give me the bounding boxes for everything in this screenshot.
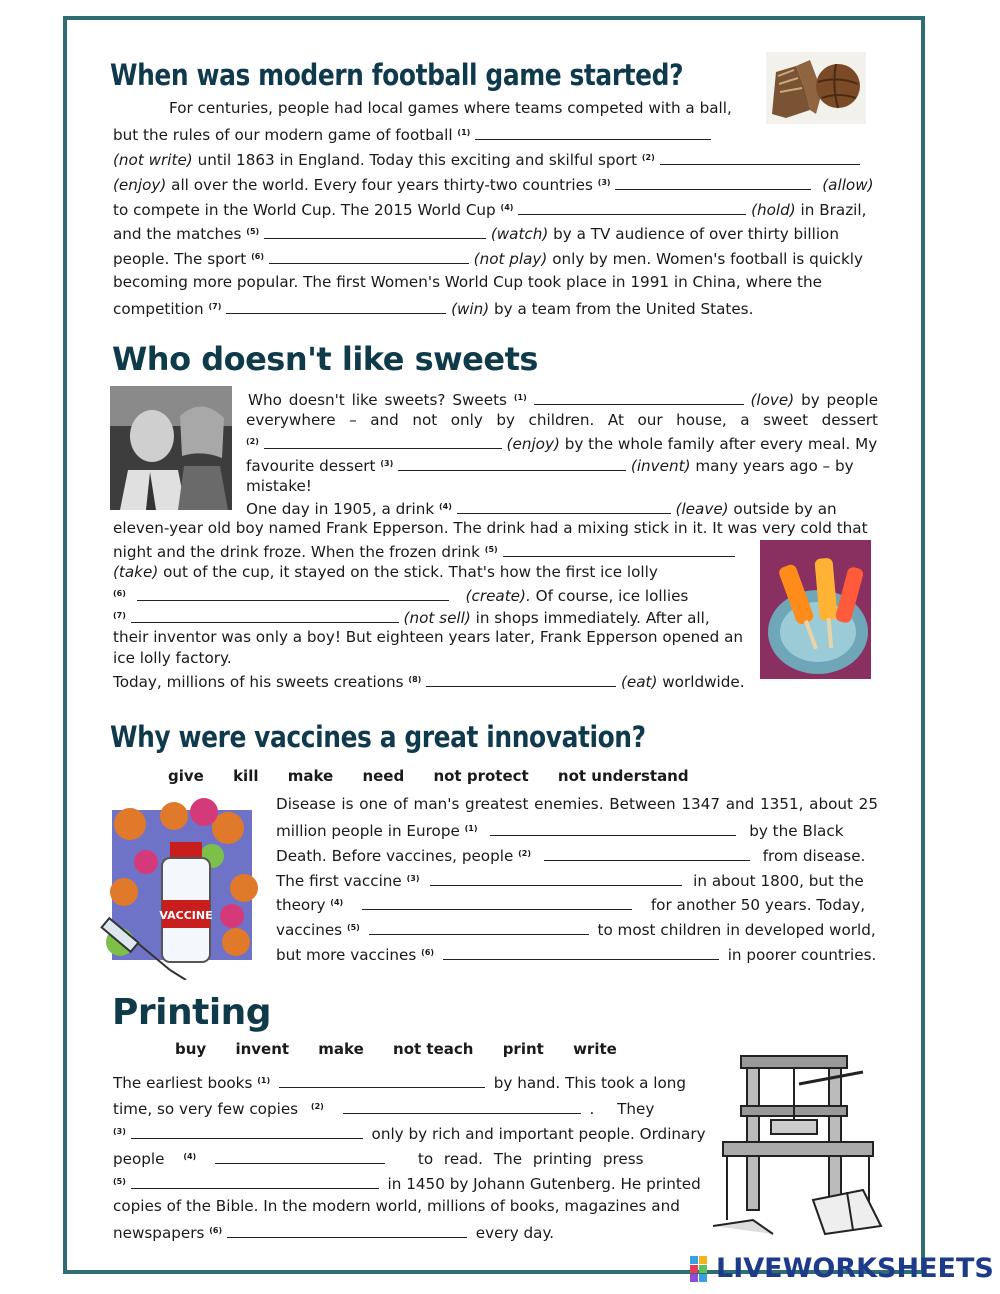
vaccine-bottle-icon <box>100 792 262 980</box>
vaccines-word-6: not understand <box>557 767 689 785</box>
football-line-5: to compete in the World Cup. The 2015 World Cup $^{(4)}$ (hold) in Brazil, <box>113 201 867 219</box>
printing-word-6: write <box>573 1040 617 1058</box>
sweets-line-7: eleven-year old boy named Frank Epperson. The drink had a mixing stick in it. It was very cold that <box>113 519 868 537</box>
sweets-line-11: $^{(7)}$ (not sell) in shops immediately. After all, <box>113 609 710 627</box>
answer-blank-football-3[interactable] <box>615 176 811 190</box>
printing-word-bank <box>175 1040 641 1058</box>
answer-blank-football-6[interactable] <box>269 250 469 264</box>
vaccines-line-1: Disease is one of man's greatest enemies. Between 1347 and 1351, about 25 <box>276 795 878 813</box>
answer-blank-sweets-5[interactable] <box>503 543 735 557</box>
vaccine-illustration <box>100 792 262 980</box>
answer-blank-football-7[interactable] <box>226 300 446 314</box>
sweets-line-13: ice lolly factory. <box>113 649 232 667</box>
bottle-label: VACCINE <box>159 909 213 922</box>
vaccines-line-6: vaccines $^{(5)}$ to most children in developed world, <box>276 921 876 939</box>
answer-blank-football-5[interactable] <box>264 225 486 239</box>
sweets-line-2: everywhere – and not only by children. At our house, a sweet dessert <box>246 411 878 429</box>
vaccines-title: Why were vaccines a great innovation? <box>110 720 646 754</box>
football-line-1: For centuries, people had local games where teams competed with a ball, <box>169 99 732 117</box>
football-photo <box>766 52 866 124</box>
printing-word-1: buy <box>175 1040 207 1058</box>
sweets-line-9: (take) out of the cup, it stayed on the stick. That's how the first ice lolly <box>113 563 658 581</box>
printing-line-7: newspapers $^{(6)}$ every day. <box>113 1224 555 1242</box>
sweets-title: Who doesn't like sweets <box>112 340 538 378</box>
answer-blank-sweets-1[interactable] <box>534 391 744 405</box>
ice-lolly-icon <box>760 540 871 679</box>
answer-blank-printing-3[interactable] <box>131 1125 363 1139</box>
printing-line-3: $^{(3)}$ only by rich and important people. Ordinary <box>113 1125 706 1143</box>
football-line-6: and the matches $^{(5)}$ (watch) by a TV audience of over thirty billion <box>113 225 839 243</box>
vaccines-line-5: theory $^{(4)}$ for another 50 years. Today, <box>276 896 866 914</box>
sweets-line-6: One day in 1905, a drink $^{(4)}$ (leave) outside by an <box>246 500 837 518</box>
printing-press-icon <box>713 1050 889 1238</box>
answer-blank-printing-6[interactable] <box>227 1224 467 1238</box>
answer-blank-vaccines-1[interactable] <box>490 822 736 836</box>
answer-blank-football-2[interactable] <box>660 151 860 165</box>
sweets-line-4: favourite dessert $^{(3)}$ (invent) many years ago – by <box>246 457 854 475</box>
vaccines-word-4: need <box>362 767 405 785</box>
answer-blank-sweets-8[interactable] <box>426 673 616 687</box>
answer-blank-sweets-7[interactable] <box>131 609 399 623</box>
answer-blank-vaccines-4[interactable] <box>362 896 632 910</box>
printing-line-2: time, so very few copies $^{(2)}$ . They <box>113 1100 655 1118</box>
answer-blank-sweets-2[interactable] <box>264 435 502 449</box>
answer-blank-printing-1[interactable] <box>279 1074 485 1088</box>
vaccines-word-bank <box>168 767 713 785</box>
sweets-line-12: their inventor was only a boy! But eighteen years later, Frank Epperson opened an <box>113 628 744 646</box>
sweets-line-1: Who doesn't like sweets? Sweets $^{(1)}$ (love) by people <box>248 391 879 409</box>
answer-blank-vaccines-5[interactable] <box>369 921 589 935</box>
printing-word-4: not teach <box>393 1040 474 1058</box>
football-line-9: competition $^{(7)}$ (win) by a team from the United States. <box>113 300 754 318</box>
answer-blank-vaccines-6[interactable] <box>443 946 719 960</box>
vaccines-word-5: not protect <box>433 767 529 785</box>
vaccines-word-1: give <box>168 767 204 785</box>
answer-blank-sweets-6[interactable] <box>137 587 449 601</box>
grandfather-child-photo <box>110 386 232 510</box>
football-line-3: (not write) until 1863 in England. Today this exciting and skilful sport $^{(2)}$ <box>113 148 860 170</box>
printing-word-5: print <box>502 1040 544 1058</box>
sweets-photo-icon <box>110 386 232 510</box>
printing-line-6: copies of the Bible. In the modern world, millions of books, magazines and <box>113 1197 680 1215</box>
sweets-line-10: $^{(6)}$ (create). Of course, ice lollies <box>113 587 689 605</box>
boot-and-ball-icon <box>766 52 866 124</box>
football-line-2: but the rules of our modern game of football $^{(1)}$ <box>113 123 711 145</box>
vaccines-word-3: make <box>287 767 334 785</box>
vaccines-word-2: kill <box>233 767 259 785</box>
vaccines-line-7: but more vaccines $^{(6)}$ in poorer countries. <box>276 946 877 964</box>
vaccines-line-3: Death. Before vaccines, people $^{(2)}$ from disease. <box>276 847 866 865</box>
football-line-4: (enjoy) all over the world. Every four years thirty-two countries $^{(3)}$ (allow) <box>113 176 874 194</box>
printing-line-4: people $^{(4)}$ to read. The printing press <box>113 1150 644 1168</box>
sweets-line-5: mistake! <box>246 477 312 495</box>
answer-blank-printing-2[interactable] <box>343 1100 581 1114</box>
answer-blank-sweets-4[interactable] <box>457 500 671 514</box>
sweets-line-3: $^{(2)}$ (enjoy) by the whole family after every meal. My <box>246 435 878 453</box>
printing-word-2: invent <box>235 1040 290 1058</box>
printing-press-illustration <box>713 1050 889 1238</box>
answer-blank-football-4[interactable] <box>518 201 746 215</box>
vaccines-line-2: million people in Europe $^{(1)}$ by the Black <box>276 822 844 840</box>
answer-blank-printing-5[interactable] <box>131 1175 379 1189</box>
sweets-line-14: Today, millions of his sweets creations $^{(8)}$ (eat) worldwide. <box>113 673 745 691</box>
printing-title: Printing <box>112 992 272 1033</box>
printing-word-3: make <box>318 1040 364 1058</box>
football-line-7: people. The sport $^{(6)}$ (not play) only by men. Women's football is quickly <box>113 250 864 268</box>
answer-blank-sweets-3[interactable] <box>398 457 626 471</box>
football-title: When was modern football game started? <box>110 58 684 92</box>
answer-blank-vaccines-3[interactable] <box>430 872 682 886</box>
vaccines-line-4: The first vaccine $^{(3)}$ in about 1800, but the <box>276 872 864 890</box>
answer-blank-printing-4[interactable] <box>215 1150 385 1164</box>
football-line-8: becoming more popular. The first Women's World Cup took place in 1991 in China, where the <box>113 273 822 291</box>
printing-line-5: $^{(5)}$ in 1450 by Johann Gutenberg. He printed <box>113 1175 701 1193</box>
sweets-line-8: night and the drink froze. When the frozen drink $^{(5)}$ <box>113 540 735 562</box>
liveworksheets-logo <box>690 1253 994 1284</box>
answer-blank-vaccines-2[interactable] <box>544 847 750 861</box>
printing-line-1: The earliest books $^{(1)}$ by hand. This took a long <box>113 1074 687 1092</box>
ice-lolly-photo <box>760 540 871 679</box>
liveworksheets-logo-icon <box>690 1256 716 1282</box>
liveworksheets-brand: LIVEWORKSHEETS <box>716 1253 994 1284</box>
answer-blank-football-1[interactable] <box>475 126 711 140</box>
